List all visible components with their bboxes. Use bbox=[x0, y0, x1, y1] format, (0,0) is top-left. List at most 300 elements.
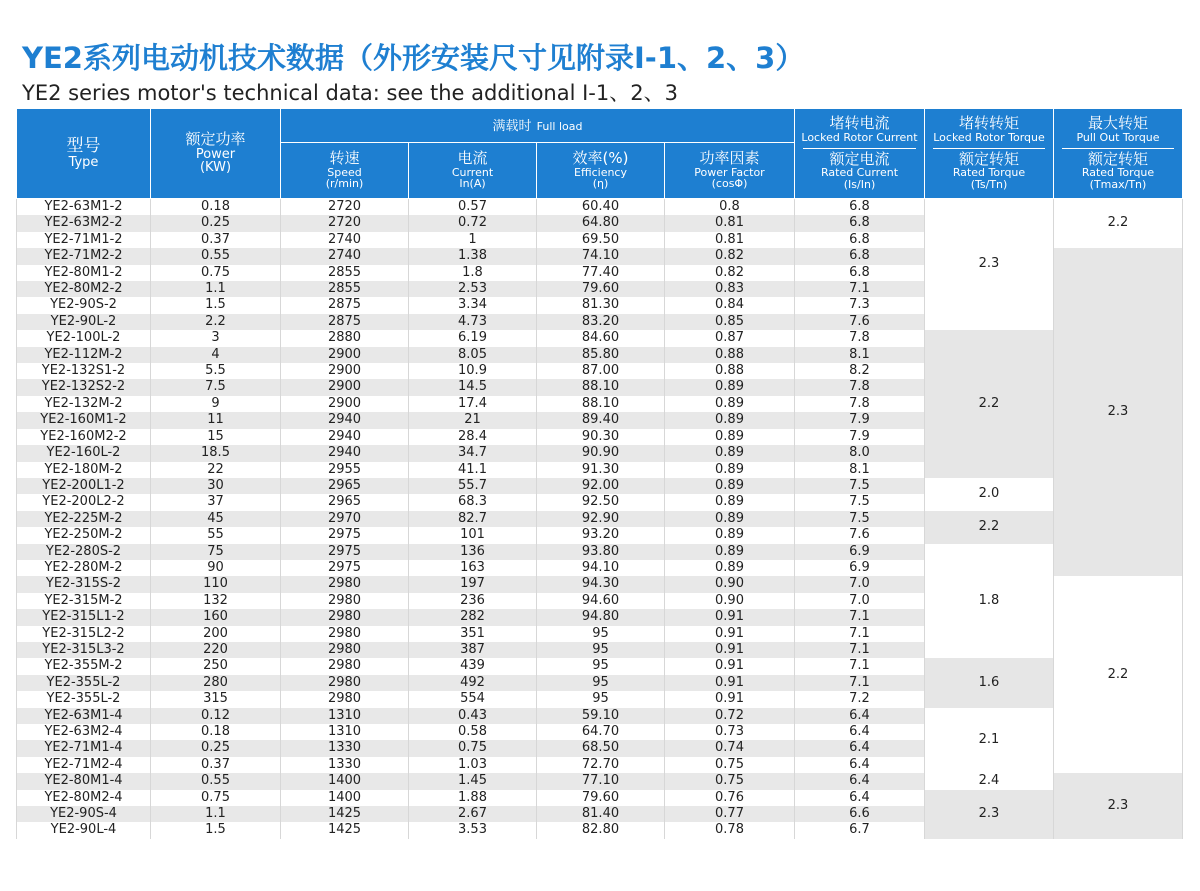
cell-current: 0.72 bbox=[409, 215, 537, 231]
cell-power: 15 bbox=[151, 429, 281, 445]
cell-efficiency: 90.90 bbox=[537, 445, 665, 461]
cell-type: YE2-90S-4 bbox=[17, 806, 151, 822]
cell-type: YE2-71M1-2 bbox=[17, 232, 151, 248]
cell-power: 0.75 bbox=[151, 265, 281, 281]
cell-power-factor: 0.75 bbox=[665, 757, 795, 773]
header-pull-out-torque: 最大转矩 Pull Out Torque 额定转矩 Rated Torque (Tmax/Tn) bbox=[1054, 109, 1183, 199]
cell-speed: 1310 bbox=[281, 724, 409, 740]
cell-power: 2.2 bbox=[151, 314, 281, 330]
cell-power: 90 bbox=[151, 560, 281, 576]
cell-locked-rotor-current: 6.4 bbox=[795, 708, 925, 724]
cell-power: 1.5 bbox=[151, 822, 281, 838]
cell-power: 1.5 bbox=[151, 297, 281, 313]
cell-current: 0.43 bbox=[409, 708, 537, 724]
cell-speed: 2855 bbox=[281, 281, 409, 297]
cell-current: 21 bbox=[409, 412, 537, 428]
cell-speed: 1310 bbox=[281, 708, 409, 724]
cell-power-factor: 0.91 bbox=[665, 642, 795, 658]
cell-efficiency: 84.60 bbox=[537, 330, 665, 346]
cell-power-factor: 0.81 bbox=[665, 232, 795, 248]
table-row bbox=[17, 790, 1183, 806]
cell-type: YE2-280M-2 bbox=[17, 560, 151, 576]
cell-locked-rotor-current: 7.8 bbox=[795, 396, 925, 412]
cell-efficiency: 81.30 bbox=[537, 297, 665, 313]
cell-power: 45 bbox=[151, 511, 281, 527]
cell-type: YE2-63M2-4 bbox=[17, 724, 151, 740]
cell-current: 351 bbox=[409, 626, 537, 642]
cell-efficiency: 93.80 bbox=[537, 544, 665, 560]
page-title: YE2系列电动机技术数据（外形安装尺寸见附录I-1、2、3） bbox=[22, 41, 805, 75]
cell-locked-rotor-torque: 2.1 bbox=[925, 708, 1054, 774]
cell-locked-rotor-torque: 2.3 bbox=[925, 199, 1054, 331]
cell-locked-rotor-current: 6.8 bbox=[795, 215, 925, 231]
cell-power: 0.55 bbox=[151, 248, 281, 264]
cell-type: YE2-225M-2 bbox=[17, 511, 151, 527]
cell-type: YE2-100L-2 bbox=[17, 330, 151, 346]
cell-power: 9 bbox=[151, 396, 281, 412]
cell-type: YE2-112M-2 bbox=[17, 347, 151, 363]
cell-type: YE2-63M1-2 bbox=[17, 199, 151, 216]
cell-power-factor: 0.77 bbox=[665, 806, 795, 822]
cell-power-factor: 0.89 bbox=[665, 445, 795, 461]
cell-efficiency: 68.50 bbox=[537, 740, 665, 756]
cell-power-factor: 0.82 bbox=[665, 248, 795, 264]
table-row bbox=[17, 708, 1183, 724]
cell-speed: 1330 bbox=[281, 740, 409, 756]
cell-locked-rotor-current: 8.2 bbox=[795, 363, 925, 379]
cell-power-factor: 0.87 bbox=[665, 330, 795, 346]
cell-power-factor: 0.88 bbox=[665, 347, 795, 363]
cell-power-factor: 0.75 bbox=[665, 773, 795, 789]
cell-power-factor: 0.8 bbox=[665, 199, 795, 216]
cell-efficiency: 89.40 bbox=[537, 412, 665, 428]
cell-current: 1.38 bbox=[409, 248, 537, 264]
table-row bbox=[17, 330, 1183, 346]
cell-power-factor: 0.89 bbox=[665, 462, 795, 478]
cell-speed: 1330 bbox=[281, 757, 409, 773]
cell-type: YE2-200L1-2 bbox=[17, 478, 151, 494]
cell-speed: 2980 bbox=[281, 626, 409, 642]
cell-locked-rotor-current: 7.1 bbox=[795, 626, 925, 642]
cell-locked-rotor-current: 7.1 bbox=[795, 642, 925, 658]
cell-locked-rotor-current: 6.8 bbox=[795, 199, 925, 216]
cell-locked-rotor-current: 7.1 bbox=[795, 281, 925, 297]
cell-speed: 2720 bbox=[281, 199, 409, 216]
cell-locked-rotor-current: 8.1 bbox=[795, 462, 925, 478]
cell-current: 236 bbox=[409, 593, 537, 609]
cell-power-factor: 0.84 bbox=[665, 297, 795, 313]
cell-current: 82.7 bbox=[409, 511, 537, 527]
cell-current: 1 bbox=[409, 232, 537, 248]
cell-efficiency: 59.10 bbox=[537, 708, 665, 724]
cell-power-factor: 0.76 bbox=[665, 790, 795, 806]
cell-power: 55 bbox=[151, 527, 281, 543]
cell-power-factor: 0.89 bbox=[665, 478, 795, 494]
cell-current: 10.9 bbox=[409, 363, 537, 379]
cell-type: YE2-63M1-4 bbox=[17, 708, 151, 724]
cell-power: 160 bbox=[151, 609, 281, 625]
cell-locked-rotor-torque: 1.8 bbox=[925, 544, 1054, 659]
cell-power: 0.18 bbox=[151, 724, 281, 740]
cell-efficiency: 94.10 bbox=[537, 560, 665, 576]
cell-power: 3 bbox=[151, 330, 281, 346]
cell-locked-rotor-current: 7.3 bbox=[795, 297, 925, 313]
cell-power-factor: 0.89 bbox=[665, 412, 795, 428]
cell-type: YE2-250M-2 bbox=[17, 527, 151, 543]
cell-power: 200 bbox=[151, 626, 281, 642]
cell-current: 387 bbox=[409, 642, 537, 658]
cell-current: 6.19 bbox=[409, 330, 537, 346]
cell-locked-rotor-current: 7.0 bbox=[795, 576, 925, 592]
cell-locked-rotor-current: 6.9 bbox=[795, 560, 925, 576]
cell-efficiency: 95 bbox=[537, 642, 665, 658]
header-power-factor: 功率因素 Power Factor (cosΦ) bbox=[665, 143, 795, 199]
cell-speed: 2980 bbox=[281, 691, 409, 707]
cell-speed: 2980 bbox=[281, 576, 409, 592]
cell-power-factor: 0.74 bbox=[665, 740, 795, 756]
cell-type: YE2-355M-2 bbox=[17, 658, 151, 674]
cell-current: 28.4 bbox=[409, 429, 537, 445]
cell-speed: 2970 bbox=[281, 511, 409, 527]
cell-power: 0.12 bbox=[151, 708, 281, 724]
cell-power-factor: 0.91 bbox=[665, 675, 795, 691]
header-power: 额定功率 Power (KW) bbox=[151, 109, 281, 199]
cell-speed: 2980 bbox=[281, 675, 409, 691]
cell-current: 136 bbox=[409, 544, 537, 560]
cell-locked-rotor-torque: 2.2 bbox=[925, 330, 1054, 478]
cell-locked-rotor-current: 7.6 bbox=[795, 527, 925, 543]
header-full-load: 满载时 Full load bbox=[281, 109, 795, 143]
cell-current: 163 bbox=[409, 560, 537, 576]
cell-power: 110 bbox=[151, 576, 281, 592]
cell-speed: 2975 bbox=[281, 527, 409, 543]
cell-locked-rotor-current: 6.4 bbox=[795, 773, 925, 789]
cell-locked-rotor-current: 6.8 bbox=[795, 248, 925, 264]
cell-efficiency: 94.30 bbox=[537, 576, 665, 592]
cell-power: 280 bbox=[151, 675, 281, 691]
cell-type: YE2-71M2-2 bbox=[17, 248, 151, 264]
cell-locked-rotor-current: 7.8 bbox=[795, 330, 925, 346]
cell-type: YE2-90S-2 bbox=[17, 297, 151, 313]
cell-efficiency: 72.70 bbox=[537, 757, 665, 773]
cell-pull-out-torque: 2.2 bbox=[1054, 199, 1183, 249]
cell-speed: 2855 bbox=[281, 265, 409, 281]
page-subtitle: YE2 series motor's technical data: see the additional I-1、2、3 bbox=[22, 81, 678, 105]
cell-power-factor: 0.89 bbox=[665, 429, 795, 445]
cell-locked-rotor-current: 6.4 bbox=[795, 790, 925, 806]
cell-power: 5.5 bbox=[151, 363, 281, 379]
cell-speed: 2980 bbox=[281, 609, 409, 625]
cell-power-factor: 0.85 bbox=[665, 314, 795, 330]
cell-type: YE2-90L-2 bbox=[17, 314, 151, 330]
cell-type: YE2-132S2-2 bbox=[17, 379, 151, 395]
cell-power-factor: 0.73 bbox=[665, 724, 795, 740]
cell-efficiency: 90.30 bbox=[537, 429, 665, 445]
cell-locked-rotor-current: 7.9 bbox=[795, 412, 925, 428]
cell-locked-rotor-current: 7.1 bbox=[795, 609, 925, 625]
cell-type: YE2-200L2-2 bbox=[17, 494, 151, 510]
cell-type: YE2-80M2-2 bbox=[17, 281, 151, 297]
motor-spec-table bbox=[16, 108, 1183, 839]
cell-power-factor: 0.89 bbox=[665, 396, 795, 412]
cell-type: YE2-80M2-4 bbox=[17, 790, 151, 806]
cell-efficiency: 91.30 bbox=[537, 462, 665, 478]
cell-current: 282 bbox=[409, 609, 537, 625]
cell-power: 0.75 bbox=[151, 790, 281, 806]
cell-speed: 2975 bbox=[281, 560, 409, 576]
cell-efficiency: 87.00 bbox=[537, 363, 665, 379]
cell-power: 0.37 bbox=[151, 232, 281, 248]
cell-power-factor: 0.89 bbox=[665, 527, 795, 543]
cell-current: 554 bbox=[409, 691, 537, 707]
cell-locked-rotor-current: 6.4 bbox=[795, 740, 925, 756]
cell-type: YE2-355L-2 bbox=[17, 675, 151, 691]
cell-locked-rotor-current: 7.1 bbox=[795, 675, 925, 691]
cell-power-factor: 0.90 bbox=[665, 593, 795, 609]
cell-power: 22 bbox=[151, 462, 281, 478]
cell-type: YE2-315L2-2 bbox=[17, 626, 151, 642]
cell-power-factor: 0.82 bbox=[665, 265, 795, 281]
cell-locked-rotor-current: 7.8 bbox=[795, 379, 925, 395]
cell-speed: 2740 bbox=[281, 248, 409, 264]
cell-locked-rotor-current: 7.0 bbox=[795, 593, 925, 609]
header-locked-rotor-current: 堵转电流 Locked Rotor Current 额定电流 Rated Current (Is/In) bbox=[795, 109, 925, 199]
cell-speed: 2940 bbox=[281, 445, 409, 461]
cell-locked-rotor-current: 7.5 bbox=[795, 494, 925, 510]
cell-locked-rotor-current: 7.6 bbox=[795, 314, 925, 330]
cell-power-factor: 0.78 bbox=[665, 822, 795, 838]
cell-pull-out-torque: 2.3 bbox=[1054, 773, 1183, 839]
cell-type: YE2-80M1-4 bbox=[17, 773, 151, 789]
cell-current: 3.53 bbox=[409, 822, 537, 838]
cell-power: 30 bbox=[151, 478, 281, 494]
cell-efficiency: 79.60 bbox=[537, 790, 665, 806]
cell-power-factor: 0.91 bbox=[665, 658, 795, 674]
cell-speed: 2980 bbox=[281, 593, 409, 609]
cell-power: 0.25 bbox=[151, 215, 281, 231]
cell-power: 1.1 bbox=[151, 806, 281, 822]
header-current: 电流 Current In(A) bbox=[409, 143, 537, 199]
cell-locked-rotor-current: 7.9 bbox=[795, 429, 925, 445]
cell-locked-rotor-current: 6.7 bbox=[795, 822, 925, 838]
cell-speed: 2875 bbox=[281, 314, 409, 330]
cell-efficiency: 81.40 bbox=[537, 806, 665, 822]
cell-efficiency: 92.50 bbox=[537, 494, 665, 510]
cell-current: 2.67 bbox=[409, 806, 537, 822]
table-row bbox=[17, 773, 1183, 789]
cell-speed: 2740 bbox=[281, 232, 409, 248]
cell-current: 14.5 bbox=[409, 379, 537, 395]
cell-speed: 2965 bbox=[281, 494, 409, 510]
cell-power: 132 bbox=[151, 593, 281, 609]
cell-type: YE2-160M1-2 bbox=[17, 412, 151, 428]
cell-power: 1.1 bbox=[151, 281, 281, 297]
cell-current: 1.03 bbox=[409, 757, 537, 773]
cell-speed: 2880 bbox=[281, 330, 409, 346]
cell-type: YE2-80M1-2 bbox=[17, 265, 151, 281]
cell-locked-rotor-current: 6.6 bbox=[795, 806, 925, 822]
cell-efficiency: 95 bbox=[537, 658, 665, 674]
cell-type: YE2-63M2-2 bbox=[17, 215, 151, 231]
cell-current: 4.73 bbox=[409, 314, 537, 330]
cell-locked-rotor-torque: 2.2 bbox=[925, 511, 1054, 544]
cell-current: 55.7 bbox=[409, 478, 537, 494]
cell-locked-rotor-current: 6.8 bbox=[795, 265, 925, 281]
cell-speed: 2940 bbox=[281, 429, 409, 445]
header-efficiency: 效率(%) Efficiency (η) bbox=[537, 143, 665, 199]
header-speed: 转速 Speed (r/min) bbox=[281, 143, 409, 199]
cell-type: YE2-280S-2 bbox=[17, 544, 151, 560]
cell-efficiency: 83.20 bbox=[537, 314, 665, 330]
cell-current: 439 bbox=[409, 658, 537, 674]
cell-current: 1.88 bbox=[409, 790, 537, 806]
cell-speed: 2720 bbox=[281, 215, 409, 231]
cell-efficiency: 77.10 bbox=[537, 773, 665, 789]
cell-type: YE2-355L-2 bbox=[17, 691, 151, 707]
cell-efficiency: 95 bbox=[537, 626, 665, 642]
cell-type: YE2-132S1-2 bbox=[17, 363, 151, 379]
cell-pull-out-torque: 2.3 bbox=[1054, 248, 1183, 576]
cell-efficiency: 79.60 bbox=[537, 281, 665, 297]
cell-power: 4 bbox=[151, 347, 281, 363]
cell-speed: 2875 bbox=[281, 297, 409, 313]
cell-efficiency: 95 bbox=[537, 691, 665, 707]
cell-speed: 2900 bbox=[281, 347, 409, 363]
table-row bbox=[17, 199, 1183, 216]
cell-speed: 2955 bbox=[281, 462, 409, 478]
cell-current: 41.1 bbox=[409, 462, 537, 478]
cell-efficiency: 77.40 bbox=[537, 265, 665, 281]
cell-power: 37 bbox=[151, 494, 281, 510]
cell-efficiency: 85.80 bbox=[537, 347, 665, 363]
cell-locked-rotor-current: 6.8 bbox=[795, 232, 925, 248]
cell-efficiency: 88.10 bbox=[537, 396, 665, 412]
table-row bbox=[17, 478, 1183, 494]
cell-power: 0.55 bbox=[151, 773, 281, 789]
cell-power-factor: 0.91 bbox=[665, 626, 795, 642]
cell-current: 0.75 bbox=[409, 740, 537, 756]
cell-locked-rotor-current: 7.2 bbox=[795, 691, 925, 707]
cell-type: YE2-90L-4 bbox=[17, 822, 151, 838]
cell-power-factor: 0.89 bbox=[665, 544, 795, 560]
header-locked-rotor-torque: 堵转转矩 Locked Rotor Torque 额定转矩 Rated Torque (Ts/Tn) bbox=[925, 109, 1054, 199]
cell-power: 220 bbox=[151, 642, 281, 658]
cell-power-factor: 0.91 bbox=[665, 691, 795, 707]
cell-type: YE2-315M-2 bbox=[17, 593, 151, 609]
cell-type: YE2-160M2-2 bbox=[17, 429, 151, 445]
cell-type: YE2-71M1-4 bbox=[17, 740, 151, 756]
cell-efficiency: 93.20 bbox=[537, 527, 665, 543]
cell-power: 11 bbox=[151, 412, 281, 428]
cell-power: 0.37 bbox=[151, 757, 281, 773]
cell-type: YE2-315S-2 bbox=[17, 576, 151, 592]
cell-power-factor: 0.89 bbox=[665, 379, 795, 395]
cell-speed: 1400 bbox=[281, 790, 409, 806]
cell-locked-rotor-current: 7.5 bbox=[795, 511, 925, 527]
cell-power-factor: 0.83 bbox=[665, 281, 795, 297]
cell-current: 1.45 bbox=[409, 773, 537, 789]
cell-locked-rotor-current: 6.9 bbox=[795, 544, 925, 560]
cell-efficiency: 92.90 bbox=[537, 511, 665, 527]
table-row bbox=[17, 658, 1183, 674]
cell-type: YE2-71M2-4 bbox=[17, 757, 151, 773]
cell-type: YE2-315L3-2 bbox=[17, 642, 151, 658]
cell-efficiency: 64.80 bbox=[537, 215, 665, 231]
cell-speed: 2980 bbox=[281, 658, 409, 674]
cell-efficiency: 94.80 bbox=[537, 609, 665, 625]
cell-type: YE2-315L1-2 bbox=[17, 609, 151, 625]
cell-power-factor: 0.81 bbox=[665, 215, 795, 231]
cell-efficiency: 94.60 bbox=[537, 593, 665, 609]
cell-speed: 2900 bbox=[281, 363, 409, 379]
cell-current: 197 bbox=[409, 576, 537, 592]
header-type: 型号 Type bbox=[17, 109, 151, 199]
cell-locked-rotor-current: 7.1 bbox=[795, 658, 925, 674]
cell-speed: 2965 bbox=[281, 478, 409, 494]
cell-locked-rotor-torque: 2.4 bbox=[925, 773, 1054, 789]
cell-locked-rotor-torque: 2.0 bbox=[925, 478, 1054, 511]
cell-power-factor: 0.89 bbox=[665, 560, 795, 576]
cell-power-factor: 0.90 bbox=[665, 576, 795, 592]
cell-power-factor: 0.72 bbox=[665, 708, 795, 724]
cell-current: 101 bbox=[409, 527, 537, 543]
cell-current: 34.7 bbox=[409, 445, 537, 461]
cell-type: YE2-160L-2 bbox=[17, 445, 151, 461]
cell-power: 315 bbox=[151, 691, 281, 707]
cell-current: 8.05 bbox=[409, 347, 537, 363]
cell-power: 7.5 bbox=[151, 379, 281, 395]
cell-efficiency: 82.80 bbox=[537, 822, 665, 838]
table-row bbox=[17, 511, 1183, 527]
cell-speed: 1400 bbox=[281, 773, 409, 789]
cell-locked-rotor-current: 8.1 bbox=[795, 347, 925, 363]
spec-table-body bbox=[17, 199, 1183, 839]
cell-efficiency: 88.10 bbox=[537, 379, 665, 395]
cell-power: 18.5 bbox=[151, 445, 281, 461]
cell-power: 0.18 bbox=[151, 199, 281, 216]
cell-current: 3.34 bbox=[409, 297, 537, 313]
cell-efficiency: 60.40 bbox=[537, 199, 665, 216]
cell-speed: 2980 bbox=[281, 642, 409, 658]
cell-current: 2.53 bbox=[409, 281, 537, 297]
cell-speed: 1425 bbox=[281, 806, 409, 822]
cell-efficiency: 64.70 bbox=[537, 724, 665, 740]
cell-locked-rotor-current: 8.0 bbox=[795, 445, 925, 461]
table-row bbox=[17, 544, 1183, 560]
cell-current: 1.8 bbox=[409, 265, 537, 281]
cell-power: 250 bbox=[151, 658, 281, 674]
cell-type: YE2-180M-2 bbox=[17, 462, 151, 478]
cell-power: 0.25 bbox=[151, 740, 281, 756]
cell-pull-out-torque: 2.2 bbox=[1054, 576, 1183, 773]
cell-locked-rotor-torque: 1.6 bbox=[925, 658, 1054, 707]
cell-locked-rotor-current: 7.5 bbox=[795, 478, 925, 494]
cell-current: 0.58 bbox=[409, 724, 537, 740]
cell-power: 75 bbox=[151, 544, 281, 560]
cell-efficiency: 92.00 bbox=[537, 478, 665, 494]
cell-type: YE2-132M-2 bbox=[17, 396, 151, 412]
cell-efficiency: 69.50 bbox=[537, 232, 665, 248]
cell-locked-rotor-current: 6.4 bbox=[795, 757, 925, 773]
cell-current: 17.4 bbox=[409, 396, 537, 412]
cell-current: 0.57 bbox=[409, 199, 537, 216]
cell-current: 68.3 bbox=[409, 494, 537, 510]
cell-speed: 2900 bbox=[281, 396, 409, 412]
cell-power-factor: 0.89 bbox=[665, 494, 795, 510]
cell-current: 492 bbox=[409, 675, 537, 691]
cell-locked-rotor-current: 6.4 bbox=[795, 724, 925, 740]
cell-speed: 2900 bbox=[281, 379, 409, 395]
